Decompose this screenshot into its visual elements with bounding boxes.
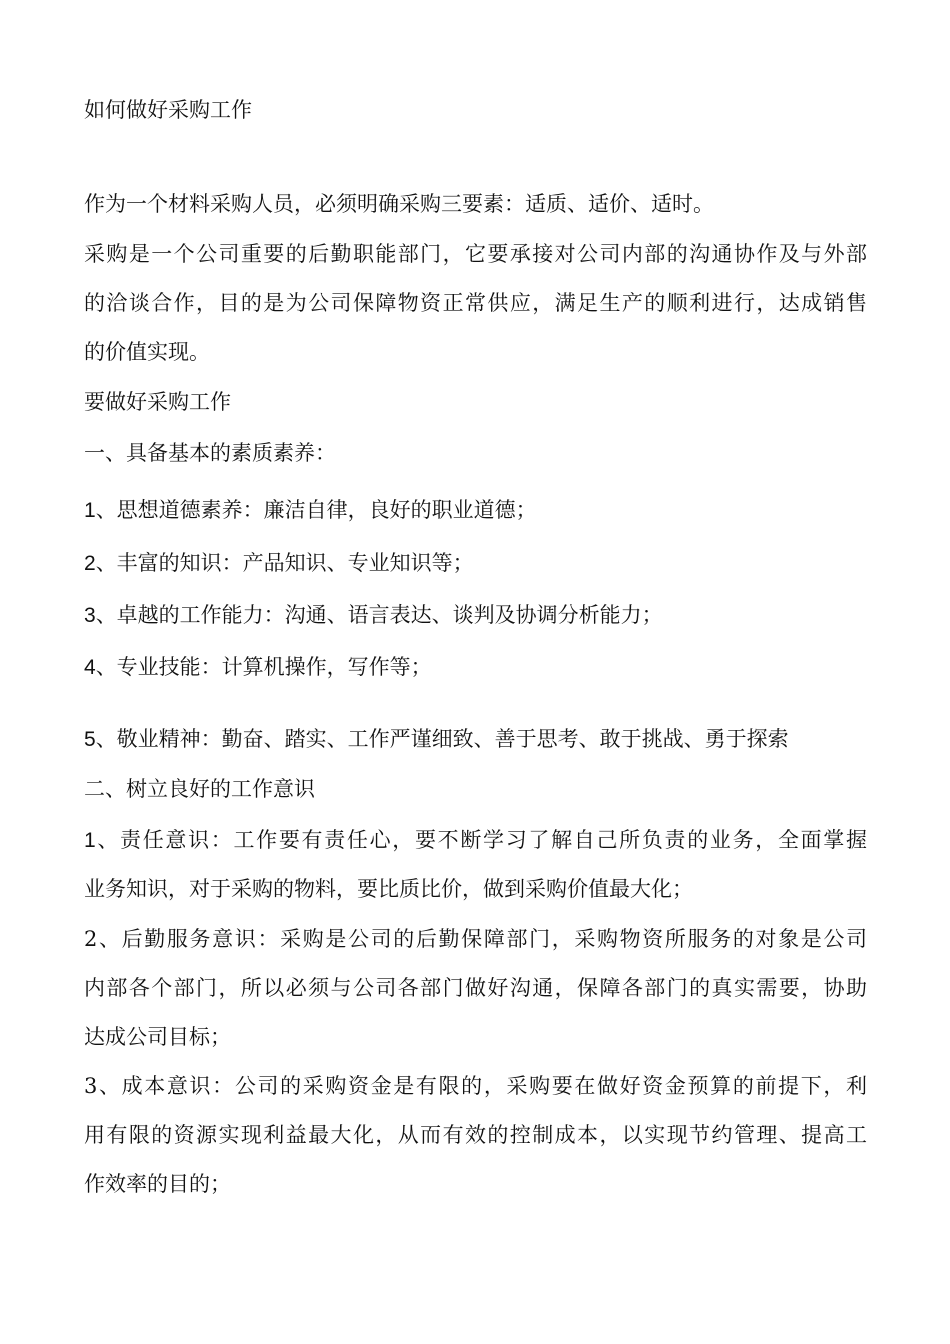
- document-title: 如何做好采购工作: [84, 98, 252, 122]
- list-item: 1、思想道德素养：廉洁自律，良好的职业道德；: [84, 498, 537, 522]
- paragraph-line: 用有限的资源实现利益最大化，从而有效的控制成本，以实现节约管理、提高工: [84, 1123, 867, 1147]
- paragraph-line: 作为一个材料采购人员，必须明确采购三要素：适质、适价、适时。: [84, 192, 714, 216]
- list-item: 5、敬业精神：勤奋、踏实、工作严谨细致、善于思考、敢于挑战、勇于探索: [84, 727, 789, 751]
- section-heading: 一、具备基本的素质素养：: [84, 441, 336, 465]
- list-item: 3、成本意识：公司的采购资金是有限的，采购要在做好资金预算的前提下，利: [84, 1074, 867, 1098]
- list-item: 4、专业技能：计算机操作，写作等；: [84, 655, 432, 679]
- list-item: 3、卓越的工作能力：沟通、语言表达、谈判及协调分析能力；: [84, 603, 663, 627]
- list-item: 1、责任意识：工作要有责任心，要不断学习了解自己所负责的业务，全面掌握: [84, 828, 867, 852]
- list-item: 2、后勤服务意识：采购是公司的后勤保障部门，采购物资所服务的对象是公司: [84, 927, 867, 951]
- paragraph-line: 内部各个部门，所以必须与公司各部门做好沟通，保障各部门的真实需要，协助: [84, 976, 867, 1000]
- section-heading: 二、树立良好的工作意识: [84, 777, 315, 801]
- section-heading: 要做好采购工作: [84, 390, 231, 414]
- paragraph-line: 业务知识，对于采购的物料，要比质比价，做到采购价值最大化；: [84, 877, 693, 901]
- list-item: 2、丰富的知识：产品知识、专业知识等；: [84, 551, 474, 575]
- paragraph-line: 采购是一个公司重要的后勤职能部门，它要承接对公司内部的沟通协作及与外部: [84, 242, 867, 266]
- paragraph-line: 的洽谈合作，目的是为公司保障物资正常供应，满足生产的顺利进行，达成销售: [84, 291, 867, 315]
- paragraph-line: 达成公司目标；: [84, 1025, 231, 1049]
- paragraph-line: 作效率的目的；: [84, 1172, 231, 1196]
- paragraph-line: 的价值实现。: [84, 340, 210, 364]
